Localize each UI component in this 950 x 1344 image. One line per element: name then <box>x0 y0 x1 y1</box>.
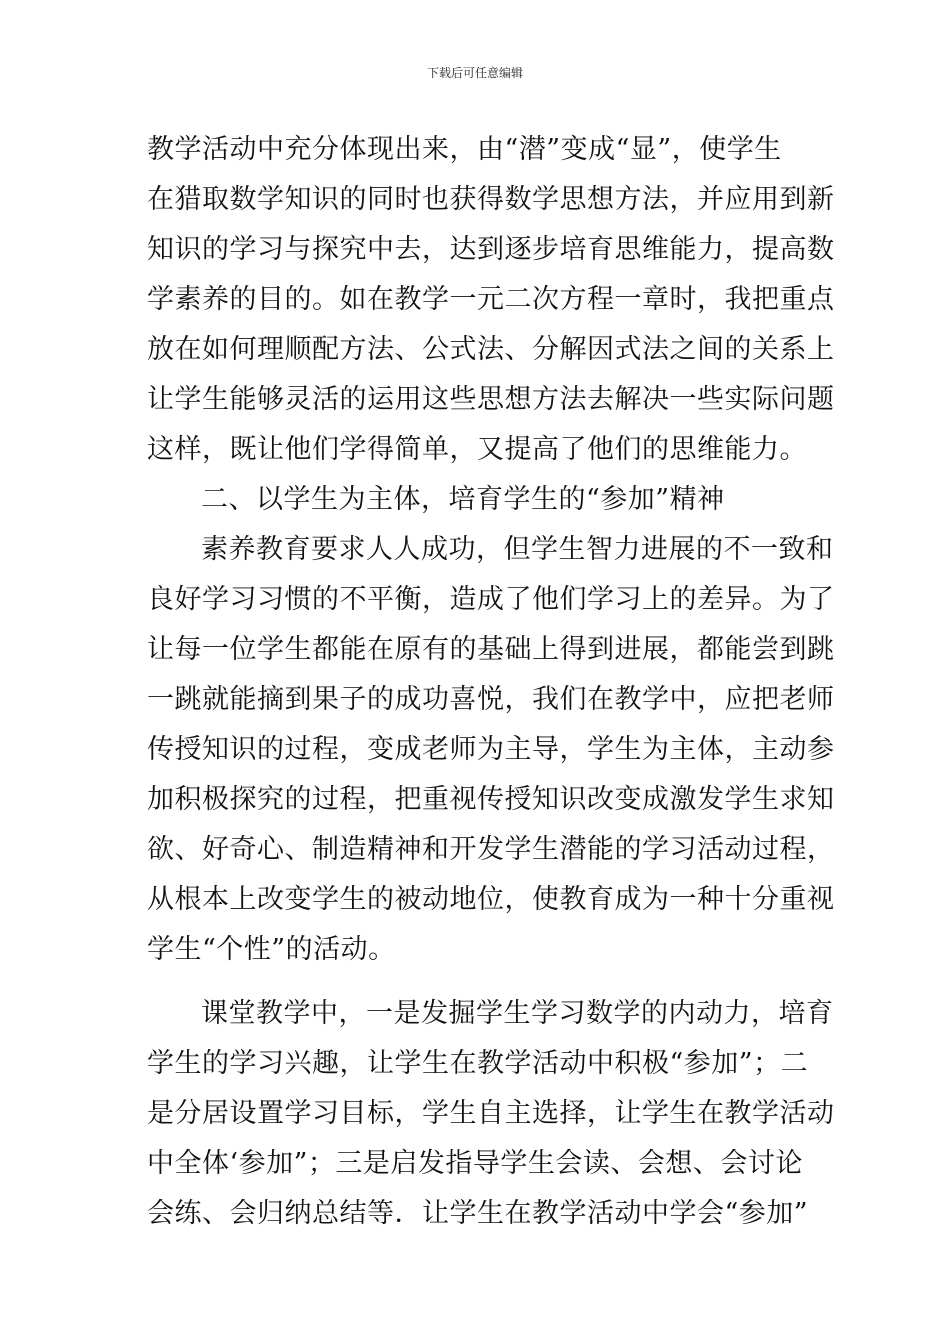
text-line: 这样，既让他们学得简单，又提高了他们的思维能力。 <box>147 434 807 465</box>
text-line: 学素养的目的。如在教学一元二次方程一章时，我把重点 <box>147 284 835 315</box>
text-line: 教学活动中充分体现出来，由“潜”变成“显”，使学生 <box>147 134 782 165</box>
body-text <box>147 125 835 1239</box>
text-line: 素养教育要求人人成功，但学生智力进展的不一致和 <box>201 534 834 565</box>
text-line: 良好学习习惯的不平衡，造成了他们学习上的差异。为了 <box>147 584 835 615</box>
page-header: 下载后可任意编辑 <box>426 66 523 80</box>
text-line: 让每一位学生都能在原有的基础上得到进展，都能尝到跳 <box>147 634 835 665</box>
paragraph-gap <box>147 975 807 989</box>
text-line: 传授知识的过程，变成老师为主导，学生为主体，主动参 <box>147 734 835 765</box>
text-line: 加积极探究的过程，把重视传授知识改变成激发学生求知 <box>147 784 835 815</box>
text-line: 学生的学习兴趣，让学生在教学活动中积极“参加”；二 <box>147 1048 809 1079</box>
text-line: 一跳就能摘到果子的成功喜悦，我们在教学中，应把老师 <box>147 684 835 715</box>
text-line: 中全体‘参加”；三是启发指导学生会读、会想、会讨论 <box>147 1148 803 1179</box>
text-line: 课堂教学中，一是发掘学生学习数学的内动力，培育 <box>201 998 834 1029</box>
text-line: 会练、会归纳总结等．让学生在教学活动中学会“参加” <box>147 1198 809 1229</box>
text-line: 欲、好奇心、制造精神和开发学生潜能的学习活动过程， <box>147 834 835 865</box>
text-line: 在猎取数学知识的同时也获得数学思想方法，并应用到新 <box>147 184 835 215</box>
text-line: 知识的学习与探究中去，达到逐步培育思维能力，提高数 <box>147 234 835 265</box>
text-line: 是分居设置学习目标，学生自主选择，让学生在教学活动 <box>147 1098 835 1129</box>
text-line: 让学生能够灵活的运用这些思想方法去解决一些实际问题 <box>147 384 835 415</box>
text-line: 二、以学生为主体，培育学生的“参加”精神 <box>201 484 725 515</box>
text-line: 放在如何理顺配方法、公式法、分解因式法之间的关系上 <box>147 334 835 365</box>
text-line: 学生“个性”的活动。 <box>147 934 396 965</box>
text-line: 从根本上改变学生的被动地位，使教育成为一种十分重视 <box>147 884 835 915</box>
